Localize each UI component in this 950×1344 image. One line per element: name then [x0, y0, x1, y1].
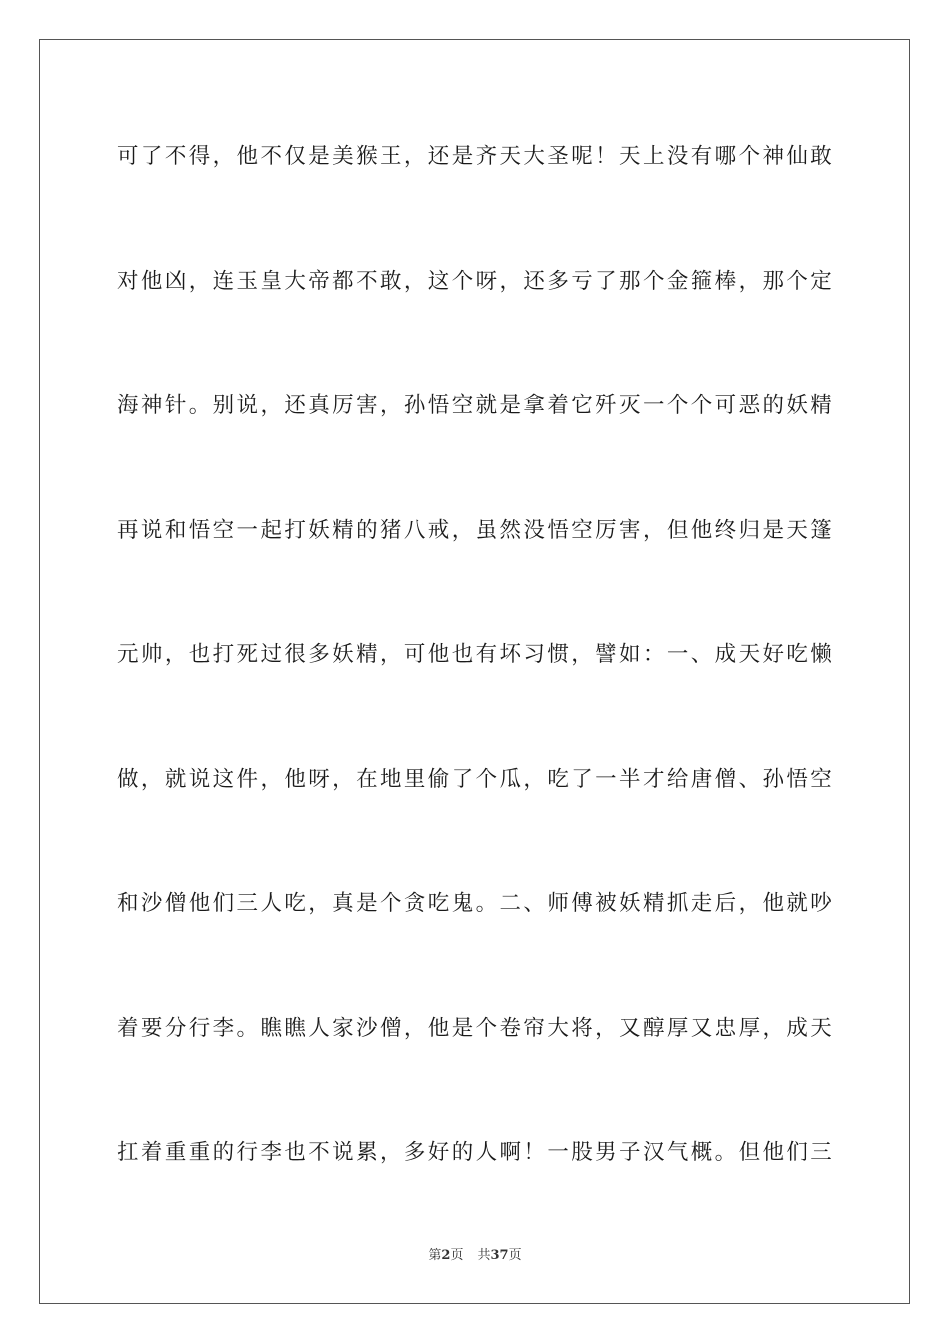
text-line: 扛着重重的行李也不说累，多好的人啊！一股男子汉气概。但他们三 — [117, 1140, 832, 1165]
page-number: 2 — [441, 1248, 451, 1263]
page-suffix: 页 — [450, 1248, 464, 1263]
text-line: 再说和悟空一起打妖精的猪八戒，虽然没悟空厉害，但他终归是天篷 — [117, 517, 832, 543]
text-line: 对他凶，连玉皇大帝都不敢，这个呀，还多亏了那个金箍棒，那个定 — [117, 268, 832, 294]
text-line: 着要分行李。瞧瞧人家沙僧，他是个卷帘大将，又醇厚又忠厚，成天 — [117, 1015, 832, 1041]
text-line: 做，就说这件，他呀，在地里偷了个瓜，吃了一半才给唐僧、孙悟空 — [117, 766, 832, 792]
total-suffix: 页 — [508, 1248, 522, 1263]
document-body — [117, 130, 832, 1251]
total-pages: 37 — [490, 1248, 509, 1263]
total-prefix: 共 — [477, 1248, 491, 1263]
text-line: 和沙僧他们三人吃，真是个贪吃鬼。二、师傅被妖精抓走后，他就吵 — [117, 891, 832, 916]
text-line: 元帅，也打死过很多妖精，可他也有坏习惯，譬如：一、成天好吃懒 — [117, 642, 832, 667]
text-line: 海神针。别说，还真厉害，孙悟空就是拿着它歼灭一个个可恶的妖精 — [117, 393, 832, 418]
page-footer — [0, 1247, 950, 1265]
page-prefix: 第 — [428, 1248, 442, 1263]
text-line: 可了不得，他不仅是美猴王，还是齐天大圣呢！天上没有哪个神仙敢 — [117, 144, 832, 169]
